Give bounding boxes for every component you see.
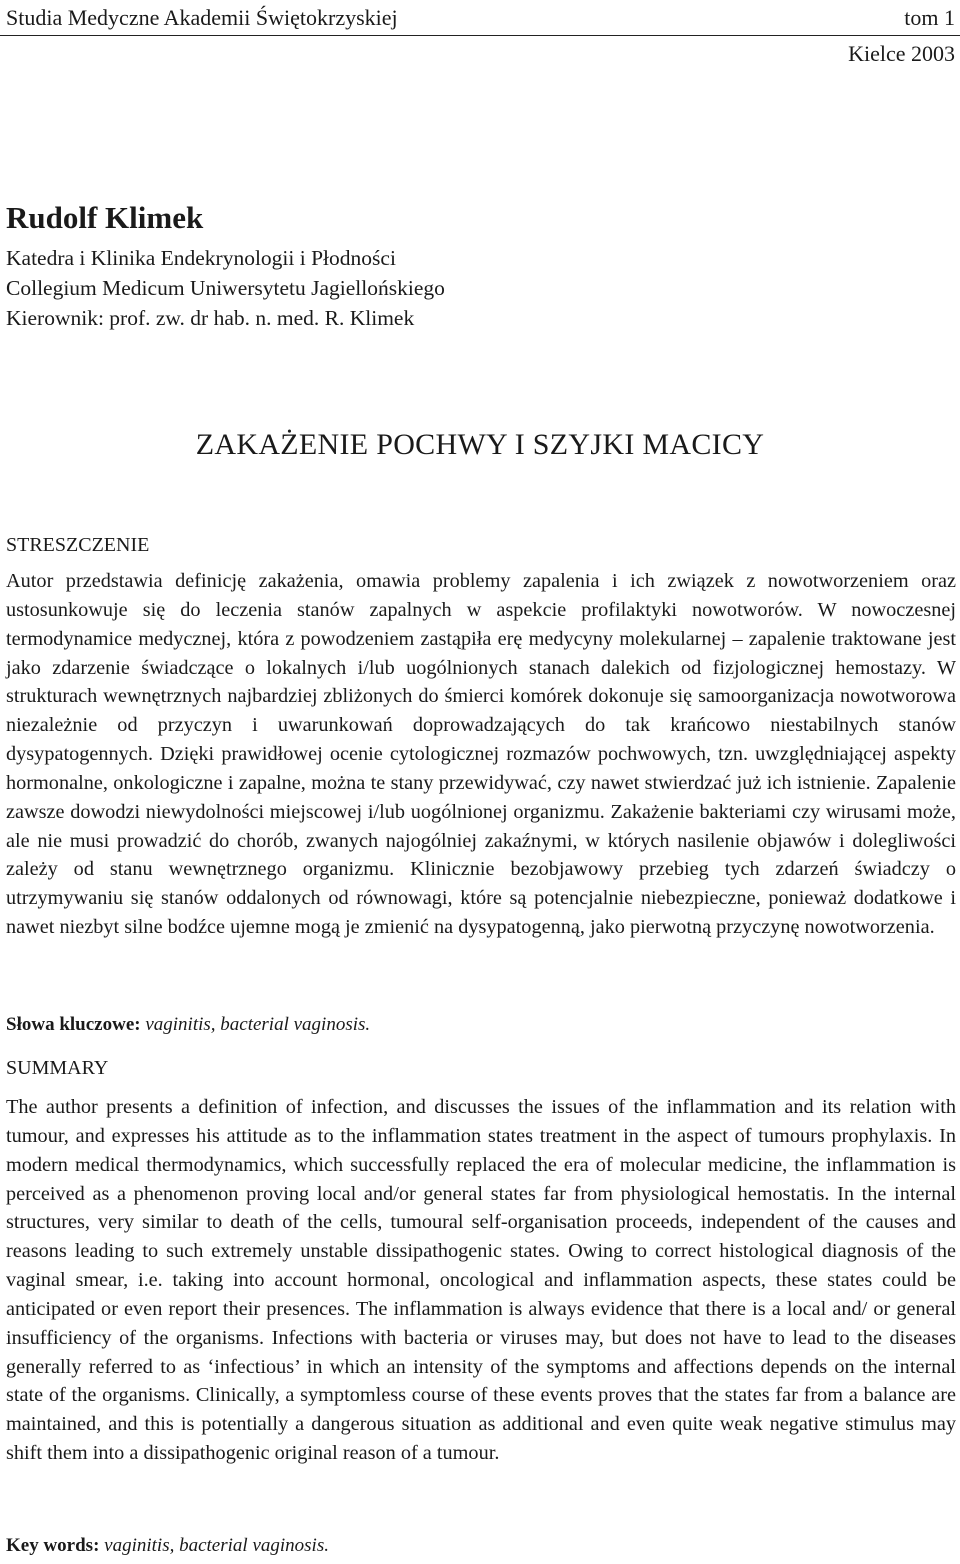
abstract-heading-en: SUMMARY	[6, 1057, 109, 1079]
keywords-pl	[6, 1014, 370, 1036]
author-name: Rudolf Klimek	[6, 200, 204, 235]
affiliation-line: Collegium Medicum Uniwersytetu Jagiellońskiego	[6, 276, 445, 300]
journal-name: Studia Medyczne Akademii Świętokrzyskiej	[6, 5, 398, 30]
article-title: ZAKAŻENIE POCHWY I SZYJKI MACICY	[195, 428, 765, 461]
abstract-heading-pl: STRESZCZENIE	[6, 534, 150, 556]
keywords-value: vaginitis, bacterial vaginosis.	[104, 1535, 329, 1556]
affiliation-line: Kierownik: prof. zw. dr hab. n. med. R. Klimek	[6, 306, 415, 330]
keywords-label: Słowa kluczowe:	[6, 1014, 141, 1035]
affiliation-line: Katedra i Klinika Endekrynologii i Płodności	[6, 246, 396, 270]
header-rule	[0, 35, 960, 36]
abstract-text-en: The author presents a definition of infection, and discusses the issues of the inflammation and its relation with tumour, and expresses his attitude as to the inflammation states treatment in the aspect of tumours prophylaxis. In modern medical thermodynamics, which successfully replaced the era of molecular medicine, the inflammation is perceived as a phenomenon proving local and/or general states far from physiological hemostatis. In the internal structures, very similar to death of the cells, tumoural self-organisation proceeds, independent of the causes and reasons leading to such extremely unstable dissipathogenic states. Owing to correct histological diagnosis of the vaginal smear, i.e. taking into account hormonal, oncological and inflammation aspects, these states could be anticipated or even report their presences. The inflammation is always evidence that there is a local and/ or general insufficiency of the organisms. Infections with bacteria or viruses may, but does not have to lead to the diseases generally referred to as ‘infectious’ in which an intensity of the symptoms and affections depends on the internal state of the organisms. Clinically, a symptomless course of these events proves that the states far from a balance are maintained, and this is potentially a dangerous situation as additional and even quite weak negative stimulus may shift them into a dissipathogenic original reason of a tumour.	[6, 1096, 956, 1465]
keywords-label: Key words:	[6, 1535, 100, 1556]
place-year: Kielce 2003	[848, 41, 955, 66]
keywords-value: vaginitis, bacterial vaginosis.	[145, 1014, 371, 1035]
keywords-en	[6, 1535, 329, 1557]
abstract-text-pl: Autor przedstawia definicję zakażenia, omawia problemy zapalenia i ich związek z nowotworzeniem oraz ustosunkowuje się do leczenia stanów zapalnych w aspekcie profilaktyki nowotworów. W nowoczesnej termodynamice medycznej, która z powodzeniem zastąpiła erę medycyny molekularnej – zapalenie traktowane jest jako zdarzenie świadczące o lokalnych i/lub uogólnionych stanach dalekich od fizjologicznej hemostazy. W strukturach wewnętrznych najbardziej zbliżonych do śmierci komórek dokonuje się samoorganizacja nowotworowa niezależnie od przyczyn i uwarunkowań doprowadzających do tak krańcowo niestabilnych stanów dysypatogennych. Dzięki prawidłowej ocenie cytologicznej rozmazów pochwowych, tzn. uwzględniającej aspekty hormonalne, onkologiczne i zapalne, można te stany przewidywać, czy nawet stwierdzać już ich istnienie. Zapalenie zawsze dowodzi niewydolności miejscowej i/lub uogólnionej organizmu. Zakażenie bakteriami czy wirusami może, ale nie musi prowadzić do chorób, zwanych najogólniej zakaźnymi, w których nasilenie objawów i dolegliwości zależy od stanu wewnętrznego organizmu. Klinicznie bezobjawowy przebieg tych zdarzeń świadczy o utrzymywaniu się stanów oddalonych od równowagi, które są potencjalnie niebezpieczne, ponieważ dodatkowe i nawet niezbyt silne bodźce ujemne mogą je zmienić na dysypatogenną, jako pierwotną przyczynę nowotworzenia.	[6, 570, 956, 939]
volume-number: tom 1	[904, 5, 955, 30]
